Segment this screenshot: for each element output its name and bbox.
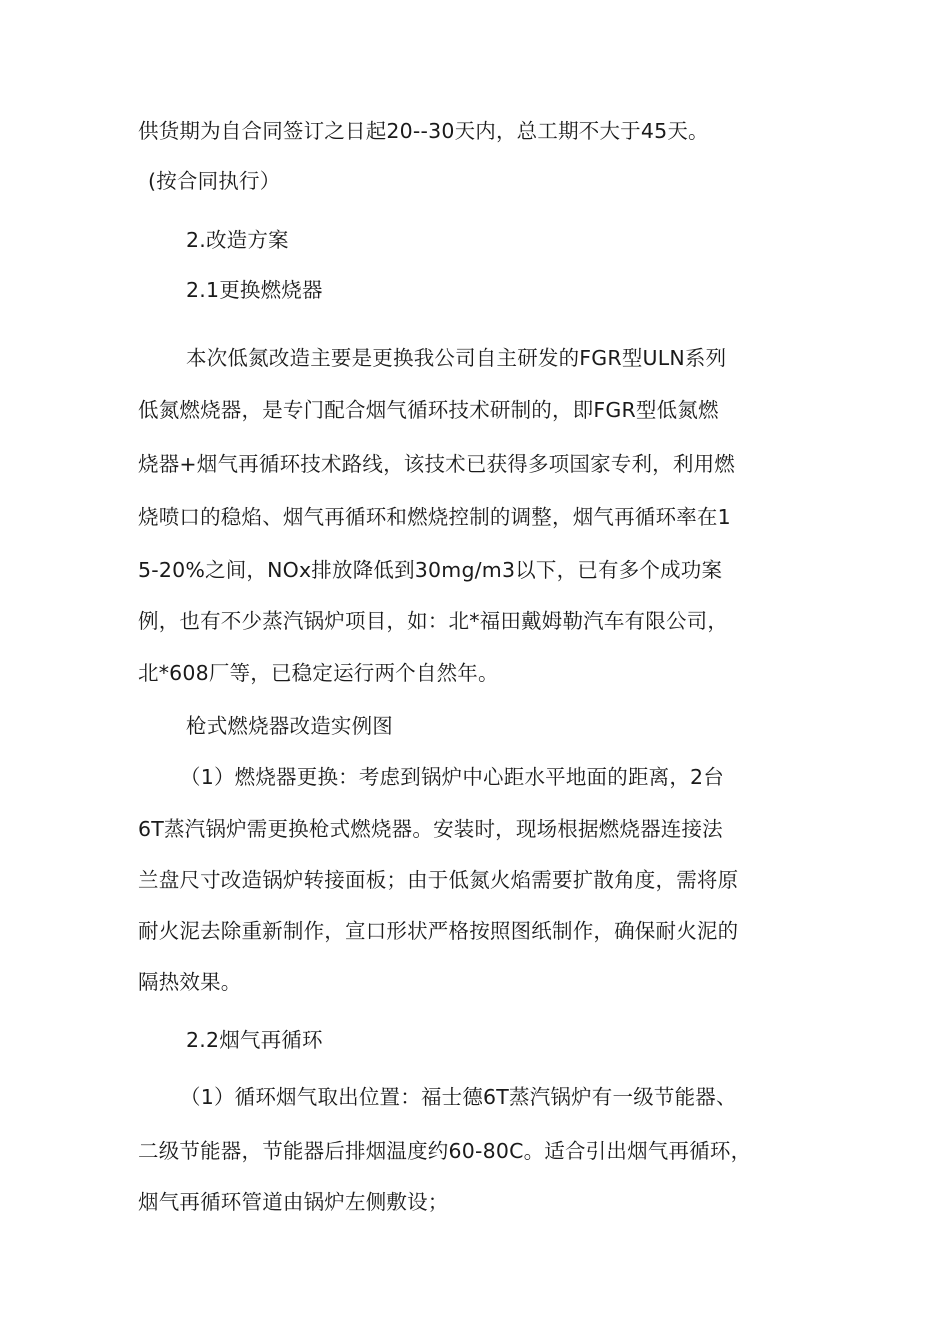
paragraph-line: 北*608厂等，已稳定运行两个自然年。: [138, 661, 499, 685]
paragraph-line: 二级节能器，节能器后排烟温度约60-80C。适合引出烟气再循环，: [138, 1139, 752, 1163]
paragraph-line: 烟气再循环管道由锅炉左侧敷设；: [138, 1190, 449, 1214]
paragraph-line: 本次低氮改造主要是更换我公司自主研发的FGR型ULN系列: [186, 346, 727, 370]
paragraph-line: 6T蒸汽锅炉需更换枪式燃烧器。安装时，现场根据燃烧器连接法: [138, 817, 723, 841]
paragraph-line: 低氮燃烧器，是专门配合烟气循环技术研制的，即FGR型低氮燃: [138, 398, 719, 422]
paragraph-line: （1）循环烟气取出位置：福士德6T蒸汽锅炉有一级节能器、: [180, 1085, 737, 1109]
paragraph-line: 烧喷口的稳焰、烟气再循环和燃烧控制的调整，烟气再循环率在1: [138, 505, 731, 529]
paragraph-line: 例，也有不少蒸汽锅炉项目，如：北*福田戴姆勒汽车有限公司，: [138, 609, 729, 633]
section-heading: 2.改造方案: [186, 228, 289, 252]
figure-caption: 枪式燃烧器改造实例图: [186, 714, 393, 738]
paragraph-line: 烧器+烟气再循环技术路线，该技术已获得多项国家专利，利用燃: [138, 452, 735, 476]
paragraph-line: 供货期为自合同签订之日起20--30天内，总工期不大于45天。: [138, 119, 709, 143]
paragraph-line: (按合同执行）: [148, 169, 281, 193]
subsection-heading: 2.2烟气再循环: [186, 1028, 323, 1052]
paragraph-line: 兰盘尺寸改造锅炉转接面板；由于低氮火焰需要扩散角度，需将原: [138, 868, 739, 892]
paragraph-line: （1）燃烧器更换：考虑到锅炉中心距水平地面的距离，2台: [180, 765, 724, 789]
paragraph-line: 5-20%之间，NOx排放降低到30mg/m3以下，已有多个成功案: [138, 558, 723, 582]
paragraph-line: 耐火泥去除重新制作，宣口形状严格按照图纸制作，确保耐火泥的: [138, 919, 739, 943]
paragraph-line: 隔热效果。: [138, 970, 242, 994]
subsection-heading: 2.1更换燃烧器: [186, 278, 323, 302]
